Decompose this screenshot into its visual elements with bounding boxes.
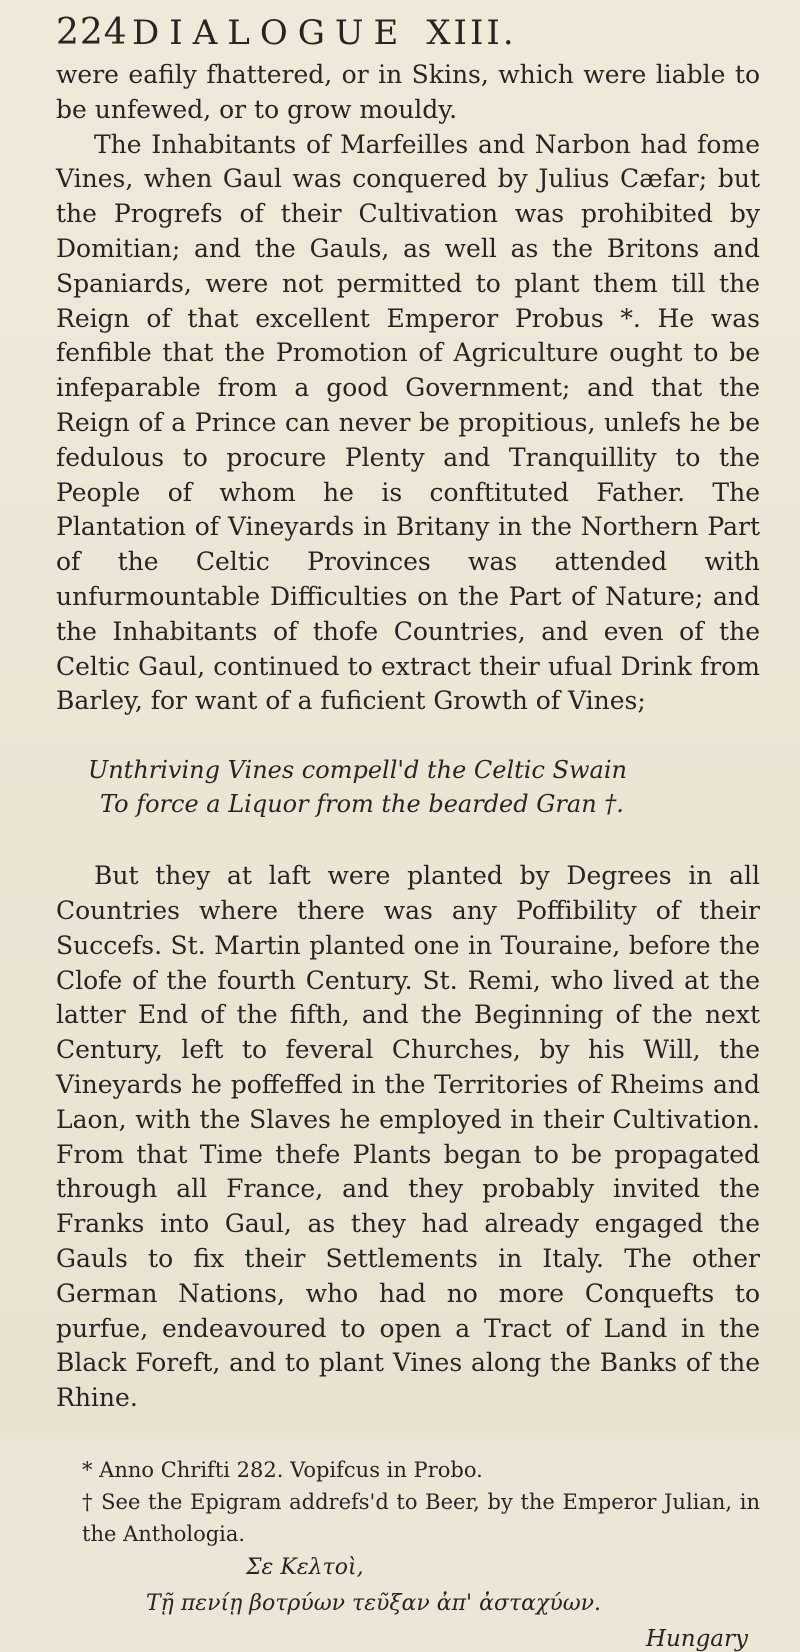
paragraph: But they at laft were planted by Degrees in all Countries where there was any Poffibility of their Succefs. St. Martin planted one in Touraine, before the Clofe of the fourth Century. St. Remi, who lived at the latter End of the fifth, and the Beginning of the next Century, left to feveral Churches, by his Will, the Vineyards he poffeffed in the Territories of Rheims and Laon, with the Slaves he employed in their Cultivation. From that Time thefe Plants began to be propagated through all France, and they probably invited the Franks into Gaul, as they had already engaged the Gauls to fix their Settlements in Italy. The other German Nations, who had no more Conquefts to purfue, endeavoured to open a Tract of Land in the Black Foreft, and to plant Vines along the Banks of the Rhine.: [56, 861, 760, 1413]
chapter-number: XIII.: [426, 13, 517, 53]
footnote: † See the Epigram addrefs'd to Beer, by the Emperor Julian, in the Anthologia.: [82, 1489, 760, 1546]
verse-line: Unthriving Vines compell'd the Celtic Swain: [88, 756, 627, 785]
catchword: Hungary: [645, 1625, 748, 1652]
verse-quotation: [88, 753, 760, 821]
footnote: * Anno Chrifti 282. Vopifcus in Probo.: [82, 1457, 483, 1482]
footnotes: [56, 1454, 760, 1550]
footnote-gap: [56, 1416, 760, 1454]
verse-line: To force a Liquor from the bearded Gran †.: [100, 790, 624, 819]
page-header: [56, 0, 760, 58]
greek-epigram: [56, 1550, 760, 1622]
page-number: 224: [56, 12, 128, 53]
greek-line: Σε Κελτοὶ,: [246, 1554, 364, 1580]
main-text-continued: [56, 859, 760, 1416]
paragraph: The Inhabitants of Marfeilles and Narbon had fome Vines, when Gaul was conquered by Julius Cæfar; but the Progrefs of their Cultivation was prohibited by Domitian; and the Gauls, as well as the Britons and Spaniards, were not permitted to plant them till the Reign of that excellent Emperor Probus *. He was fenfible that the Promotion of Agriculture ought to be infeparable from a good Government; and that the Reign of a Prince can never be propitious, unlefs he be fedulous to procure Plenty and Tranquillity to the People of whom he is conftituted Father. The Plantation of Vineyards in Britany in the Northern Part of the Celtic Provinces was attended with unfurmountable Difficulties on the Part of Nature; and the Inhabitants of thofe Countries, and even of the Celtic Gaul, continued to extract their ufual Drink from Barley, for want of a fuficient Growth of Vines;: [56, 129, 760, 716]
greek-line: Τῇ πενίῃ βοτρύων τεῦξαν ἀπ' ἀσταχύων.: [146, 1590, 601, 1616]
paragraph-continued: were eafily fhattered, or in Skins, which were liable to be unfewed, or to grow mouldy.: [56, 60, 760, 124]
running-head: DIALOGUE: [132, 13, 409, 53]
main-text: [56, 58, 760, 719]
